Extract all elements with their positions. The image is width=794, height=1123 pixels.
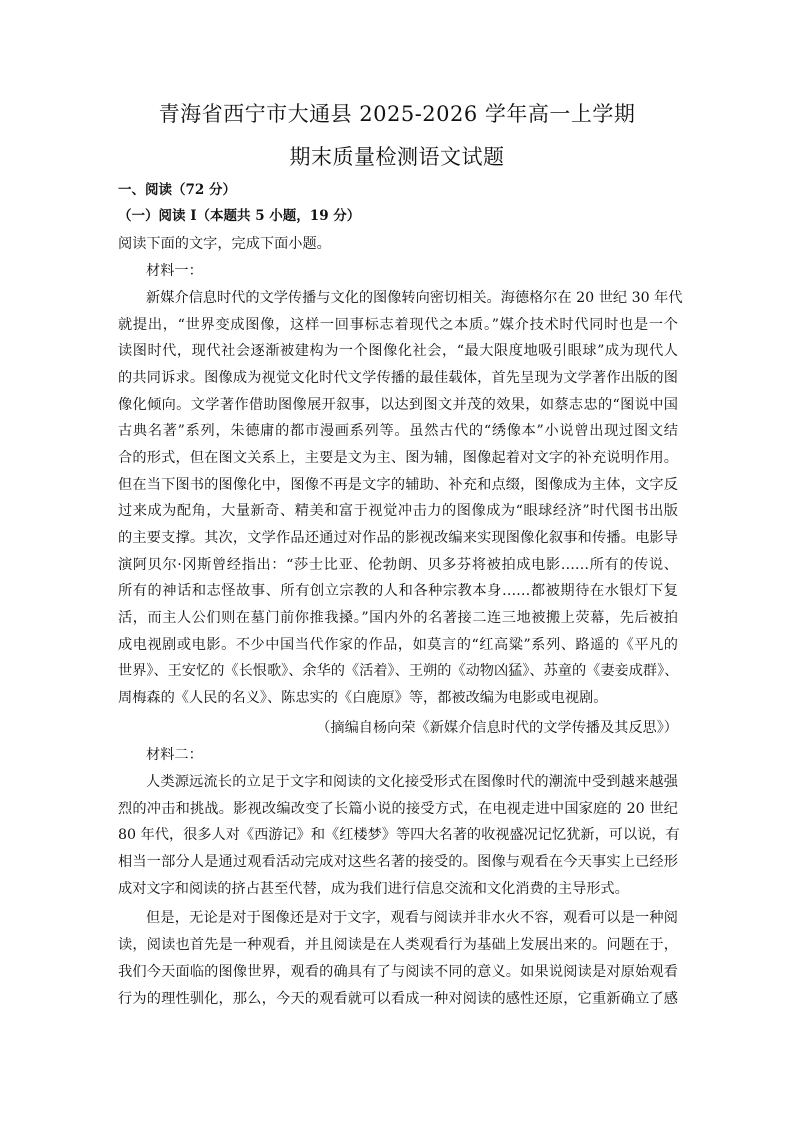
material2-line: 相当一部分人是通过观看活动完成对这些名著的接受的。图像与观看在今天事实上已经形 [118, 854, 678, 870]
material2-line: 我们今天面临的图像世界，观看的确具有了与阅读不同的意义。如果说阅读是对原始观看 [118, 964, 678, 980]
material1-line: 的共同诉求。图像成为视觉文化时代文学传播的最佳载体，首先呈现为文学著作出版的图 [118, 370, 678, 386]
material2-line: 行为的理性驯化，那么，今天的观看就可以看成一种对阅读的感性还原，它重新确立了感 [118, 991, 678, 1007]
material1-line: 就提出，“世界变成图像，这样一回事标志着现代之本质。”媒介技术时代同时也是一个 [118, 317, 678, 333]
instruction-text: 阅读下面的文字，完成下面小题。 [118, 236, 331, 252]
material1-line: 周梅森的《人民的名义》、陈忠实的《白鹿原》等，都被改编为电影或电视剧。 [118, 690, 608, 706]
material1-label: 材料一： [146, 263, 203, 279]
material1-line: 所有的神话和志怪故事、所有创立宗教的人和各种宗教本身……都被期待在水银灯下复 [118, 583, 678, 599]
material1-line: 合的形式，但在图文关系上，主要是文为主、图为辅，图像起着对文字的补充说明作用。 [118, 450, 678, 466]
material2-line: 读，阅读也首先是一种观看，并且阅读是在人类观看行为基础上发展出来的。问题在于， [118, 937, 678, 953]
material1-line: 成电视剧或电影。不少中国当代作家的作品，如莫言的“红高粱”系列、路遥的《平凡的 [118, 637, 678, 653]
material1-line: 古典名著”系列，朱德庸的都市漫画系列等。虽然古代的“绣像本”小说曾出现过图文结 [118, 423, 678, 439]
material2-line: 烈的冲击和挑战。影视改编改变了长篇小说的接受方式，在电视走进中国家庭的 20 世纪 [118, 801, 678, 817]
section-heading: 一、阅读（72 分） [118, 182, 236, 198]
material1-source: （摘编自杨向荣《新媒介信息时代的文学传播及其反思》） [316, 720, 678, 736]
material1-line: 像化倾向。文学著作借助图像展开叙事，以达到图文并茂的效果，如蔡志忠的“图说中国 [118, 397, 678, 413]
material2-line: 人类源远流长的立足于文字和阅读的文化接受形式在图像时代的潮流中受到越来越强 [146, 774, 678, 790]
material2-label: 材料二： [146, 747, 203, 763]
material1-line: 的主要支撑。其次，文学作品还通过对作品的影视改编来实现图像化叙事和传播。电影导 [118, 530, 678, 546]
material2-line: 但是，无论是对于图像还是对于文字，观看与阅读并非水火不容，观看可以是一种阅 [146, 910, 678, 926]
document-title-line2: 期末质量检测语文试题 [289, 145, 505, 169]
subsection-heading: （一）阅读 I（本题共 5 小题，19 分） [118, 208, 361, 224]
material2-line: 成对文字和阅读的挤占甚至代替，成为我们进行信息交流和文化消费的主导形式。 [118, 881, 629, 897]
material1-line: 读图时代，现代社会逐渐被建构为一个图像化社会，“最大限度地吸引眼球”成为现代人 [118, 343, 678, 359]
material1-line: 过来成为配角，大量新奇、精美和富于视觉冲击力的图像成为“眼球经济”时代图书出版 [118, 503, 678, 519]
material1-line: 活，而主人公们则在墓门前你推我搡。”国内外的名著接二连三地被搬上荧幕，先后被拍 [118, 610, 678, 626]
material1-line: 但在当下图书的图像化中，图像不再是文字的辅助、补充和点缀，图像成为主体，文字反 [118, 477, 678, 493]
material1-line: 世界》、王安忆的《长恨歌》、余华的《活着》、王朔的《动物凶猛》、苏童的《妻妾成群》、 [118, 663, 679, 679]
material1-line: 新媒介信息时代的文学传播与文化的图像转向密切相关。海德格尔在 20 世纪 30 年代 [146, 290, 683, 306]
material1-line: 演阿贝尔·冈斯曾经指出：“莎士比亚、伦勃朗、贝多芬将被拍成电影……所有的传说、 [118, 557, 678, 573]
material2-line: 80 年代，很多人对《西游记》和《红楼梦》等四大名著的收视盛况记忆犹新，可以说，有 [118, 827, 680, 843]
document-title-line1: 青海省西宁市大通县 2025-2026 学年高一上学期 [158, 102, 636, 126]
